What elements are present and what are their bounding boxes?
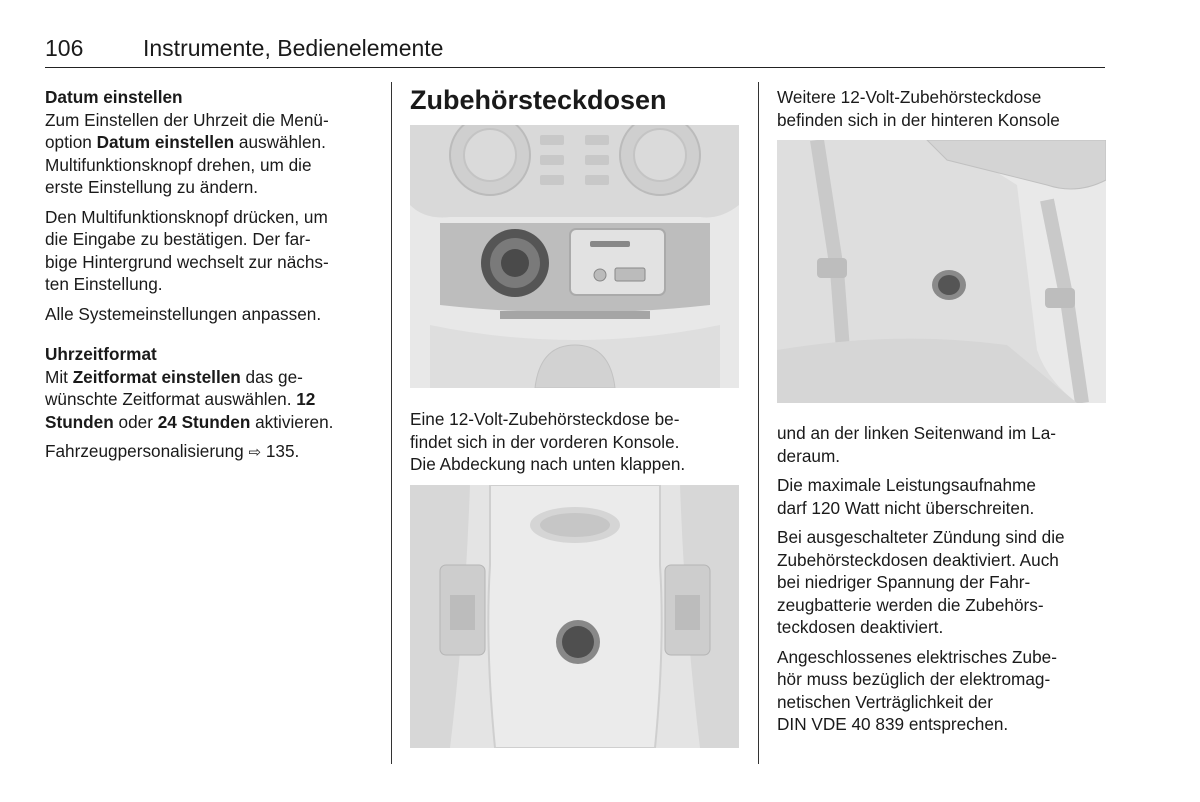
option-hours: Stunden	[45, 411, 114, 432]
ignition-off-paragraph	[777, 526, 1112, 639]
text-line: Eine 12-Volt-Zubehörsteckdose be-	[410, 409, 680, 429]
option-24-hours: 24 Stunden	[157, 411, 251, 432]
column-1	[45, 86, 380, 472]
text-line: Weitere 12-Volt-Zubehörsteckdose	[777, 87, 1042, 107]
cargo-area-socket-figure	[777, 140, 1106, 403]
text-line: erste Einstellung zu ändern.	[45, 177, 259, 197]
page-header	[45, 33, 1105, 68]
text-line: hör muss bezüglich der elektromag-	[777, 669, 1051, 689]
text-line: Angeschlossenes elektrisches Zube-	[777, 646, 1057, 667]
section-title: Zubehörsteckdosen	[410, 85, 667, 115]
column-2-text	[410, 408, 745, 483]
option-12: 12	[296, 389, 316, 409]
text-line: oder	[113, 411, 158, 432]
text-line: befinden sich in der hinteren Konsole	[777, 109, 1060, 130]
menu-option-time-format: Zeitformat einstellen	[72, 366, 241, 387]
text-line: Mit	[45, 366, 73, 387]
front-console-socket-figure	[410, 125, 739, 388]
text-line: das ge-	[240, 366, 303, 387]
text-line: zeugbatterie werden die Zubehörs-	[777, 594, 1044, 615]
emc-paragraph	[777, 646, 1112, 736]
text-line: Zubehörsteckdosen deaktiviert. Auch	[777, 549, 1059, 570]
date-heading: Datum einstellen	[45, 87, 183, 107]
rear-console-socket-figure	[410, 485, 739, 748]
column-3-text	[777, 422, 1112, 743]
menu-option-date: Datum einstellen	[96, 132, 235, 152]
date-paragraph-2	[45, 206, 380, 296]
column-divider-right	[758, 82, 759, 764]
text-line: teckdosen deaktiviert.	[777, 617, 944, 637]
text-line: die Eingabe zu bestätigen. Der far-	[45, 229, 311, 249]
date-paragraph-3: Alle Systemeinstellungen anpassen.	[45, 303, 322, 324]
text-line: Die maximale Leistungsaufnahme	[777, 475, 1036, 495]
cross-reference[interactable]	[45, 440, 380, 465]
text-line: darf 120 Watt nicht überschreiten.	[777, 497, 1035, 518]
text-line: deraum.	[777, 445, 841, 466]
text-line: Multifunktionsknopf drehen, um die	[45, 154, 312, 175]
text-line: findet sich in der vorderen Konsole.	[410, 431, 680, 452]
text-line: bige Hintergrund wechselt zur nächs-	[45, 251, 329, 272]
column-divider-left	[391, 82, 392, 764]
page-number: 106	[45, 35, 84, 61]
reference-page: 135.	[265, 441, 300, 461]
chapter-title: Instrumente, Bedienelemente	[143, 35, 444, 61]
text-line: DIN VDE 40 839 entsprechen.	[777, 714, 1009, 734]
column-3-intro	[777, 86, 1112, 138]
text-line: und an der linken Seitenwand im La-	[777, 423, 1056, 443]
cargo-socket-paragraph	[777, 422, 1112, 467]
text-line: Den Multifunktionsknopf drücken, um	[45, 206, 328, 227]
text-line: Zum Einstellen der Uhrzeit die Menü-	[45, 109, 329, 130]
text-line: auswählen.	[234, 132, 326, 152]
front-socket-paragraph	[410, 408, 745, 476]
text-line: bei niedriger Spannung der Fahr-	[777, 572, 1031, 592]
text-line: Die Abdeckung nach unten klappen.	[410, 454, 686, 474]
max-power-paragraph	[777, 474, 1112, 519]
text-line: ten Einstellung.	[45, 274, 163, 294]
text-line: Bei ausgeschalteter Zündung sind die	[777, 527, 1065, 547]
rear-socket-intro	[777, 86, 1112, 131]
date-paragraph-1	[45, 109, 380, 199]
text-line: wünschte Zeitformat auswählen.	[45, 389, 297, 409]
text-line: option	[45, 132, 97, 152]
text-line: netischen Verträglichkeit der	[777, 691, 993, 712]
reference-text: Fahrzeugpersonalisierung	[45, 441, 244, 461]
time-format-heading: Uhrzeitformat	[45, 344, 157, 364]
time-paragraph-1	[45, 366, 380, 434]
text-line: aktivieren.	[250, 411, 334, 432]
page-reference-arrow-icon: ⇨	[248, 444, 262, 461]
